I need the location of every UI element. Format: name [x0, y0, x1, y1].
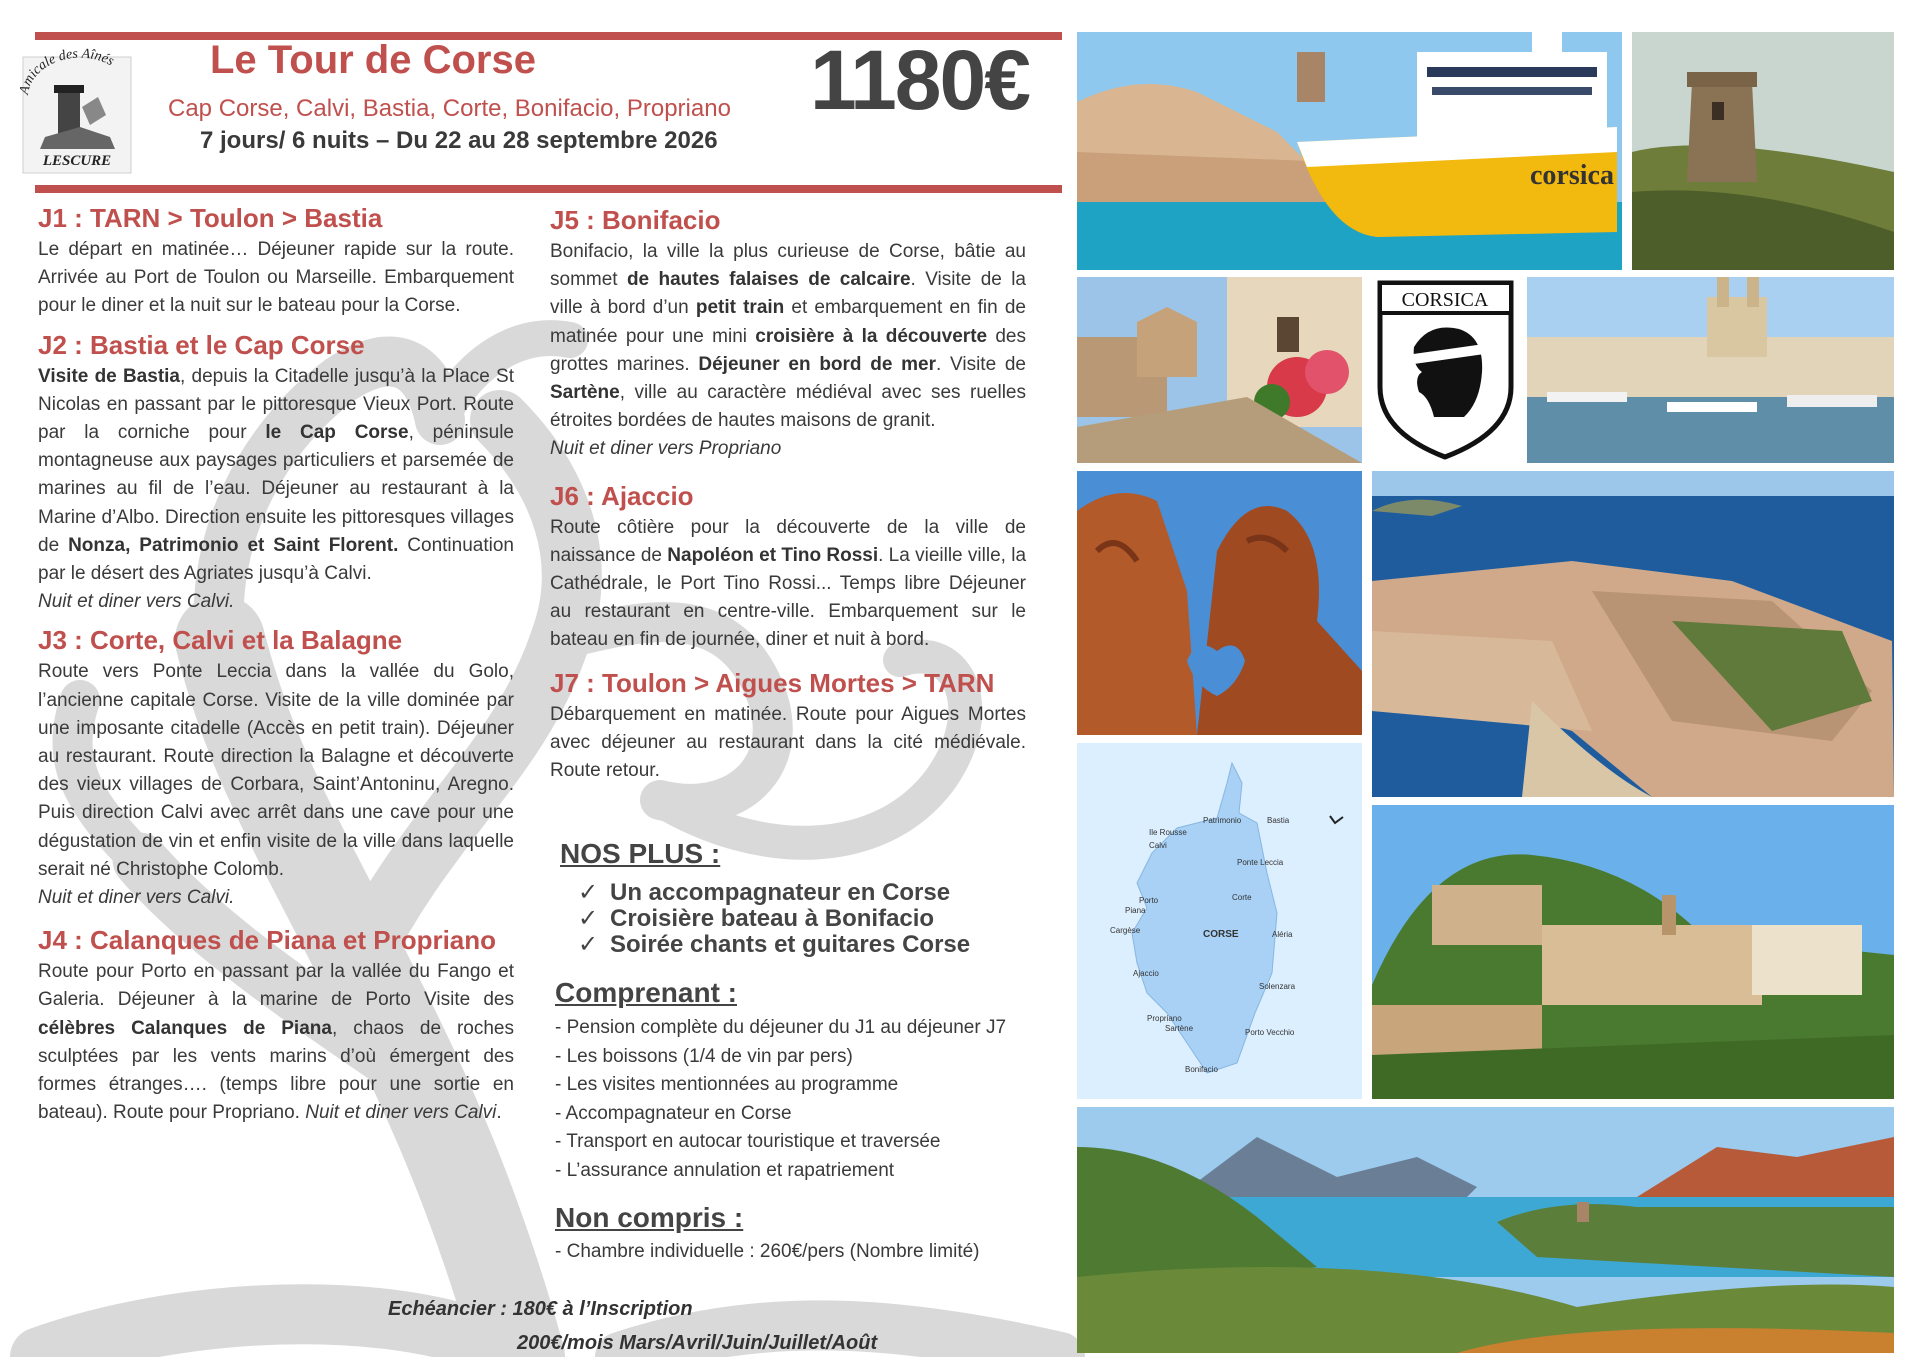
map-label: Porto [1139, 896, 1159, 905]
ferry-photo [1077, 32, 1622, 270]
day5-title: J5 : Bonifacio [550, 205, 721, 235]
comprenant-item: - Pension complète du déjeuner du J1 au déjeuner J7 [555, 1017, 1007, 1038]
itinerary-left-column [38, 200, 514, 1127]
map-label: Calvi [1149, 841, 1167, 850]
non-compris-item: - Chambre individuelle : 260€/pers (Nombre limité) [555, 1241, 980, 1262]
day2-text: Visite de Bastia, depuis la Citadelle jusqu’à la Place St Nicolas en passant par le pittoresque Vieux Port. Route par la corniche pour le Cap Corse, péninsule montagneuse aux paysages particuliers et parsemée de marines au fil de l’eau. Déjeuner au restaurant à la Marine d’Albo. Direction ensuite les pittoresques villages de Nonza, Patrimonio et Saint Florent. Continuation par le désert des Agriates jusqu’à Calvi. [38, 365, 515, 585]
comprenant-item: - L’assurance annulation et rapatriement [555, 1159, 895, 1181]
day7-title: J7 : Toulon > Aigues Mortes > TARN [550, 667, 995, 698]
comprenant-list [555, 1014, 1006, 1185]
nos-plus-item: ✓ Un accompagnateur en Corse [578, 879, 951, 906]
map-label: Ponte Leccia [1237, 858, 1284, 867]
map-label: Bastia [1267, 816, 1290, 825]
day5-text: Bonifacio, la ville la plus curieuse de Corse, bâtie au sommet de hautes falaises de calcaire. Visite de la ville à bord d’un petit train et embarquement en fin de matinée pour une mini croisière à la découverte des grottes marines. Déjeuner en bord de mer. Visite de Sartène, ville au caractère médiéval avec ses ruelles étroites bordées de hautes maisons de granit. [550, 241, 1027, 432]
map-label: Piana [1125, 906, 1146, 915]
comprenant-item: - Transport en autocar touristique et traversée [555, 1131, 941, 1152]
day2-night: Nuit et diner vers Calvi. [38, 591, 235, 613]
day3-text: Route vers Ponte Leccia dans la vallée du Golo, l’ancienne capitale Corse. Visite de la ville dominée par une imposante citadelle (Accès en petit train). Déjeuner au restaurant. Route direction la Balagne et découverte des vieux villages de Corbara, Saint’Antoninu, Aregno. Puis direction Calvi avec arrêt dans une cave pour une dégustation de vin et enfin visite de la ville dans laquelle serait né Christophe Colomb. [38, 661, 514, 880]
day1-title: J1 : TARN > Toulon > Bastia [38, 203, 383, 233]
page-subtitle: Cap Corse, Calvi, Bastia, Corte, Bonifacio, Propriano [168, 95, 731, 122]
echeancier-line1: Echéancier : 180€ à l’Inscription [388, 1298, 693, 1320]
day4-text: Route pour Porto en passant par la vallée du Fango et Galeria. Déjeuner à la marine de Porto Visite des célèbres Calanques de Piana, chaos de roches sculptées par les vents marins d’où émergent des formes étranges…. (temps libre pour une sortie en bateau). Route pour Propriano. Nuit et diner vers Calvi. [38, 961, 515, 1124]
comprenant-item: - Les boissons (1/4 de vin par pers) [555, 1045, 853, 1067]
village-street-photo [1077, 277, 1362, 463]
nos-plus-title: NOS PLUS : [560, 838, 721, 869]
echeancier-line2: 200€/mois Mars/Avril/Juin/Juillet/Août [517, 1332, 878, 1354]
day7-text: Débarquement en matinée. Route pour Aigues Mortes avec déjeuner au restaurant dans la cité médiévale. Route retour. [550, 703, 1026, 782]
genoese-tower-photo [1632, 32, 1894, 270]
non-compris-title: Non compris : [555, 1202, 744, 1233]
logo-arc-text: micale des Aînés [20, 46, 117, 89]
nos-plus-item: ✓ Croisière bateau à Bonifacio [578, 905, 935, 932]
map-label: Sartène [1165, 1024, 1194, 1033]
header-bottom-rule [35, 185, 1062, 193]
checkmark-icon: ✓ [578, 905, 599, 932]
map-label: Propriano [1147, 1014, 1182, 1023]
badge-text: CORSICA [1401, 289, 1489, 311]
map-label: CORSE [1203, 929, 1239, 940]
calvi-citadel-photo [1372, 471, 1894, 797]
map-label: Patrimonio [1203, 816, 1242, 825]
day4-title: J4 : Calanques de Piana et Propriano [38, 925, 497, 956]
day2-title: J2 : Bastia et le Cap Corse [38, 329, 365, 360]
ferry-brand-text: corsica [1530, 160, 1614, 191]
map-label: Bonifacio [1185, 1065, 1218, 1074]
checkmark-icon: ✓ [578, 879, 599, 906]
day3-title: J3 : Corte, Calvi et la Balagne [38, 625, 403, 656]
corsica-map [1077, 743, 1362, 1099]
logo-caption: LESCURE [42, 153, 112, 169]
nos-plus-list [578, 880, 970, 958]
map-label: Ile Rousse [1149, 828, 1187, 837]
harbour-photo [1527, 277, 1894, 463]
checkmark-icon: ✓ [578, 931, 599, 958]
trip-dates: 7 jours/ 6 nuits – Du 22 au 28 septembre 2026 [200, 127, 718, 154]
day6-title: J6 : Ajaccio [550, 480, 694, 511]
calanques-heart-rock-photo [1077, 471, 1362, 735]
nos-plus-item: ✓ Soirée chants et guitares Corse [578, 931, 971, 958]
map-label: Solenzara [1259, 982, 1296, 991]
map-label: Cargèse [1110, 926, 1141, 935]
comprenant-item: - Les visites mentionnées au programme [555, 1074, 899, 1095]
map-label: Corte [1232, 893, 1252, 902]
hill-village-photo [1372, 805, 1894, 1099]
day5-night: Nuit et diner vers Propriano [550, 438, 782, 460]
comprenant-title: Comprenant : [555, 977, 737, 1008]
map-label: Ajaccio [1133, 969, 1159, 978]
non-compris-list [555, 1238, 980, 1267]
bay-panorama-photo [1077, 1107, 1894, 1353]
page-title: Le Tour de Corse [210, 38, 536, 82]
trip-price: 1180€ [810, 33, 1029, 127]
comprenant-item: - Accompagnateur en Corse [555, 1102, 792, 1124]
day6-text: Route côtière pour la découverte de la ville de naissance de Napoléon et Tino Rossi. La vieille ville, la Cathédrale, le Port Tino Rossi... Temps libre Déjeuner au restaurant en centre-ville. Embarquement sur le bateau en fin de journée, diner et nuit à bord. [550, 516, 1027, 651]
itinerary-right-column [550, 202, 1026, 785]
map-label: Porto Vecchio [1245, 1028, 1295, 1037]
map-label: Aléria [1272, 930, 1293, 939]
club-logo [20, 37, 135, 177]
corsica-badge [1374, 277, 1517, 463]
day1-text: Le départ en matinée… Déjeuner rapide sur la route. Arrivée au Port de Toulon ou Marseille. Embarquement pour le diner et la nuit sur le bateau pour la Corse. [38, 239, 514, 317]
day3-night: Nuit et diner vers Calvi. [38, 887, 235, 909]
